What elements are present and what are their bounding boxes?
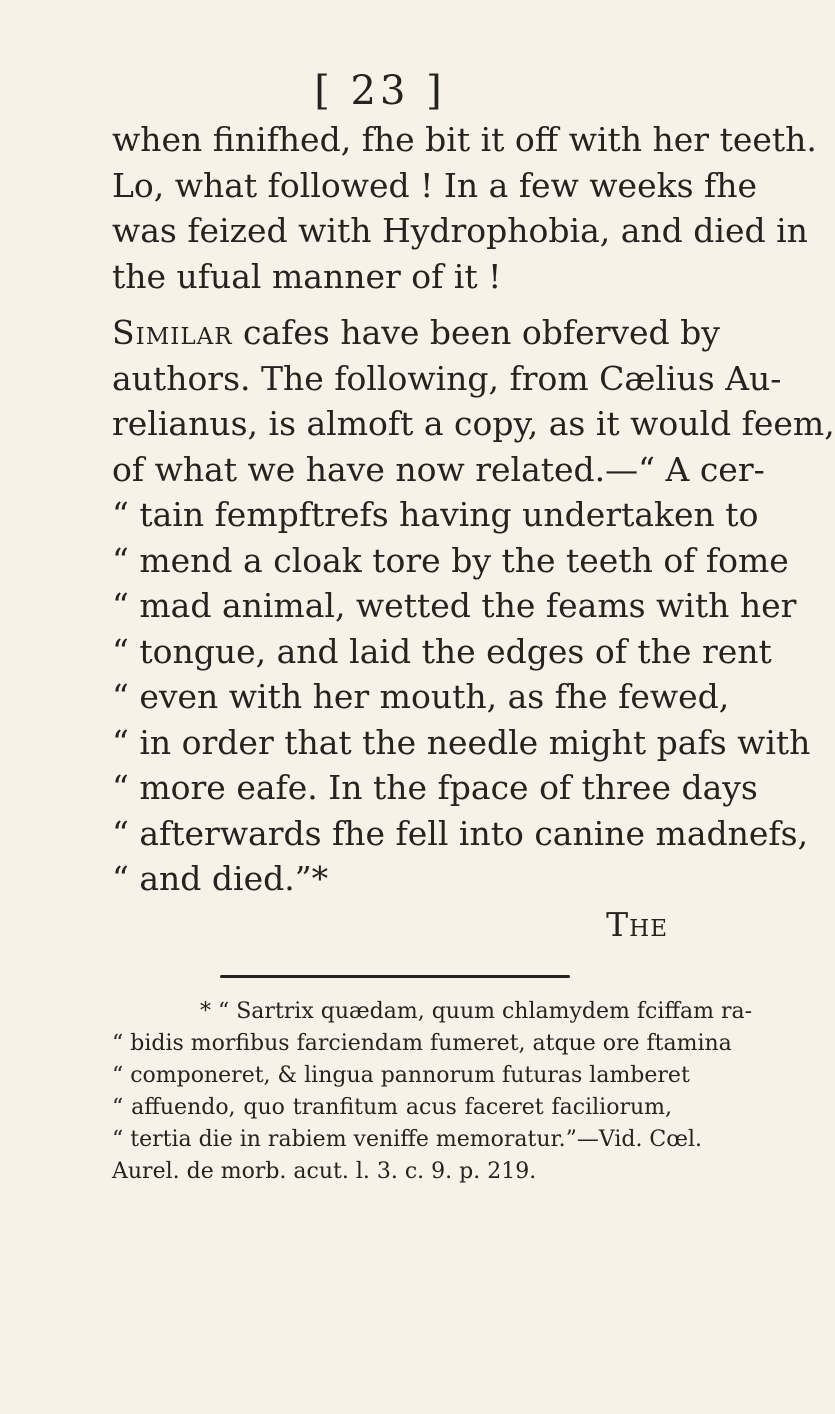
footnote-rule [220, 975, 570, 978]
footnote-line: Aurel. de morb. acut. l. 3. c. 9. p. 219. [112, 1159, 537, 1184]
text-line: was feized with Hydrophobia, and died in [112, 211, 808, 250]
paragraph-2 [112, 310, 835, 947]
text-line: authors. The following, from Cælius Au- [112, 358, 782, 398]
quoted-line: “ even with her mouth, as fhe fewed, [112, 677, 730, 716]
text-line: of what we have now related.—“ A cer- [112, 449, 765, 489]
text-line: relianus, is almoft a copy, as it would feem, [112, 404, 835, 443]
quoted-line: “ tongue, and laid the edges of the rent [112, 631, 772, 671]
quoted-line: “ more eafe. In the fpace of three days [112, 768, 758, 807]
small-caps-lead: Similar [112, 313, 233, 352]
text-line [112, 310, 720, 356]
text-line: when finifhed, fhe bit it off with her teeth. [112, 120, 817, 159]
quoted-line: “ mad animal, wetted the feams with her [112, 586, 797, 625]
quoted-line: “ in order that the needle might pafs with [112, 722, 811, 762]
text-line: the ufual manner of it ! [112, 256, 502, 296]
footnote-line: * “ Sartrix quædam, quum chlamydem fciffam ra- [200, 999, 753, 1024]
footnote-line: “ componeret, & lingua pannorum futuras lamberet [112, 1063, 690, 1088]
footnote-line: “ affuendo, quo tranfitum acus faceret faciliorum, [112, 1095, 672, 1120]
footnote-line: “ bidis morfibus farciendam fumeret, atque ore ftamina [112, 1031, 732, 1056]
footnote-line: “ tertia die in rabiem veniffe memoratur.”—Vid. Cœl. [112, 1127, 703, 1152]
text-line-rest: cafes have been obferved by [232, 313, 720, 352]
quoted-line: “ mend a cloak tore by the teeth of fome [112, 540, 789, 580]
paragraph-1 [112, 117, 817, 299]
footnote [112, 996, 753, 1188]
quoted-line: “ afterwards fhe fell into canine madnefs, [112, 813, 809, 853]
quoted-line: “ and died.”* [112, 859, 329, 898]
catchword: The [606, 904, 668, 944]
text-line: Lo, what followed ! In a few weeks fhe [112, 165, 758, 205]
quoted-line: “ tain fempftrefs having undertaken to [112, 495, 759, 534]
page-number: [ 23 ] [314, 68, 446, 114]
